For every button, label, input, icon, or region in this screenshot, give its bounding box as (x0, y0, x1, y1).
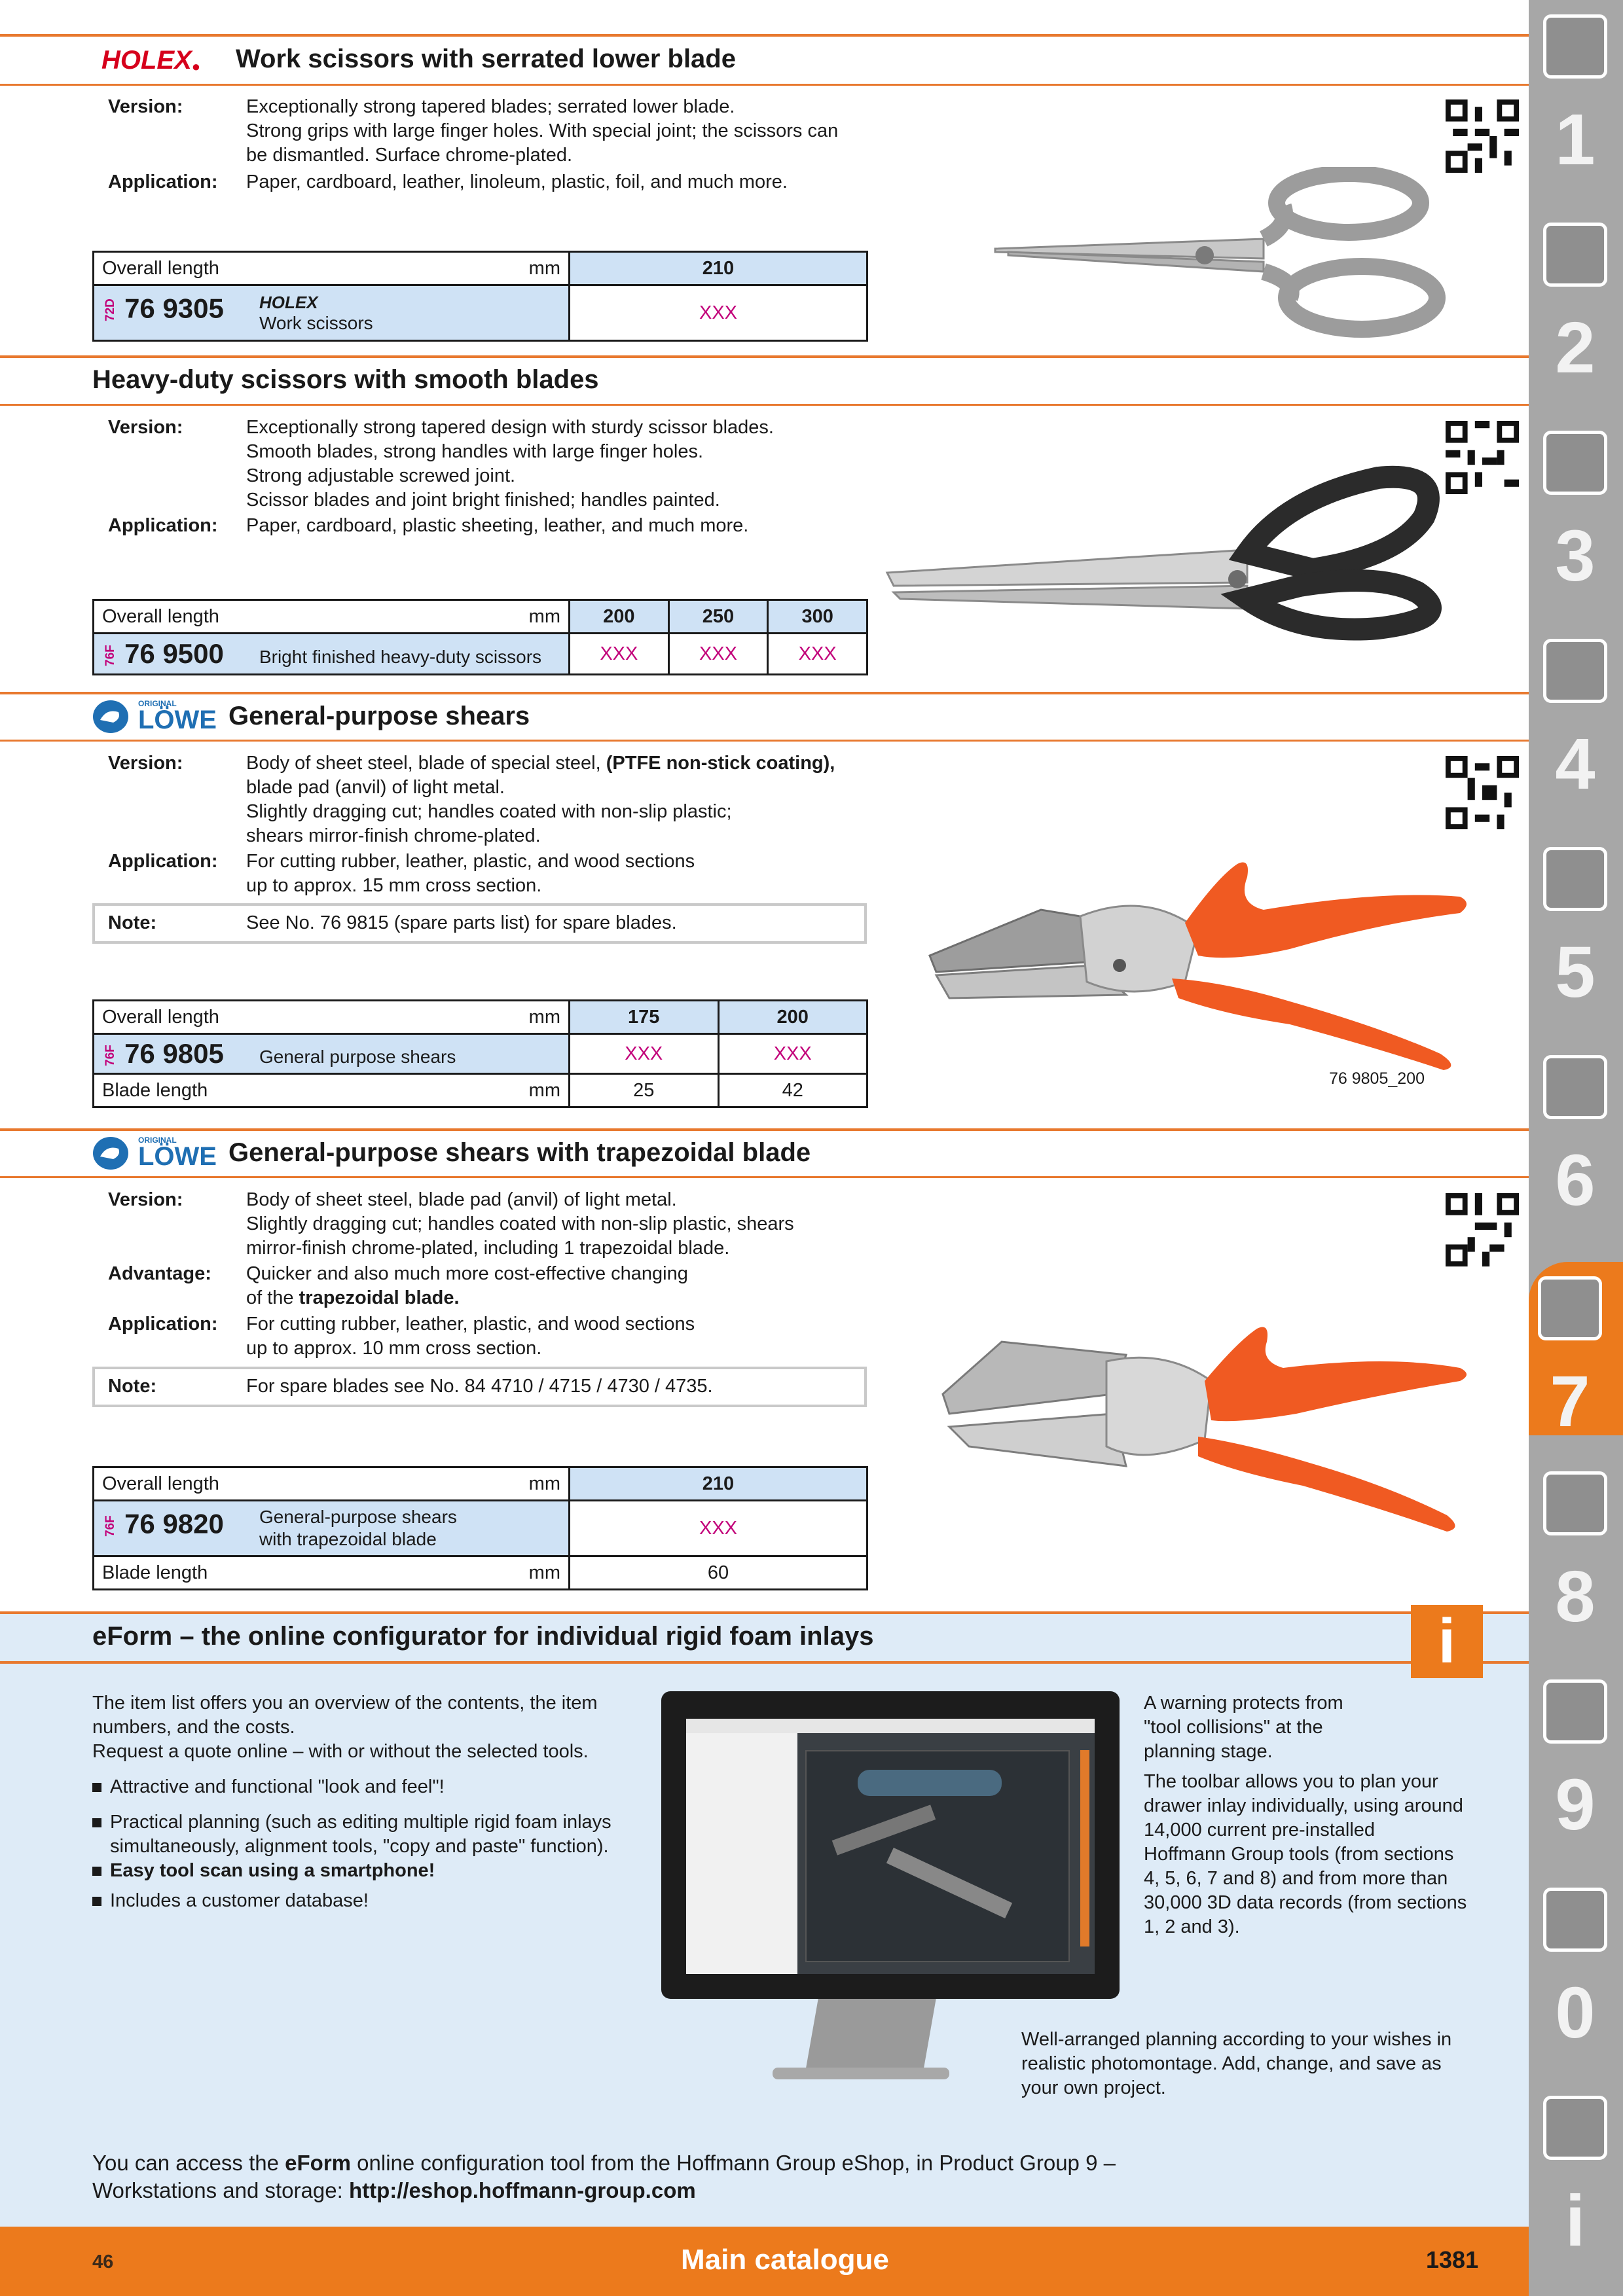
info-title: eForm – the online configurator for individual rigid foam inlays (92, 1622, 874, 1651)
info-icon (1543, 2096, 1607, 2160)
sidebar-tab-number: 1 (1555, 99, 1596, 180)
version-line: be dismantled. Surface chrome-plated. (246, 145, 573, 166)
title-underline (0, 1176, 1529, 1178)
right-text-line: Hoffmann Group tools (from sections (1144, 1844, 1454, 1865)
note-label: Note: (108, 912, 157, 933)
table-row: 72D 76 9305 HOLEX Work scissors XXX (94, 285, 867, 341)
intro-line: Request a quote online – with or without the selected tools. (92, 1741, 589, 1762)
price-cell: XXX (570, 285, 867, 341)
caption-line: realistic photomontage. Add, change, and save as (1021, 2053, 1442, 2074)
table-row: Overall length mm 210 (94, 1467, 867, 1501)
title-underline (0, 740, 1529, 742)
note-box (92, 1367, 867, 1407)
version-line: Strong grips with large finger holes. With special joint; the scissors can (246, 120, 839, 141)
work-scissors-image (982, 167, 1480, 344)
sidebar-tab-number: 9 (1555, 1765, 1596, 1845)
sidebar-tab-4[interactable] (1534, 624, 1616, 821)
table-row: Overall length mm 200 250 300 (94, 600, 867, 634)
application-label: Application: (108, 171, 218, 192)
caption-line: your own project. (1021, 2077, 1166, 2098)
cabinet-icon (1543, 1679, 1607, 1744)
article-number: 76 9305 (124, 293, 224, 324)
sidebar-tab-6[interactable] (1534, 1041, 1616, 1237)
spec-table (92, 599, 868, 675)
section-divider (0, 355, 1529, 358)
sidebar-tab-8[interactable] (1534, 1457, 1616, 1653)
general-purpose-shears-image (923, 851, 1506, 1086)
version-line: Body of sheet steel, blade pad (anvil) of light metal. (246, 1189, 677, 1210)
article-number: 76 9820 (124, 1508, 224, 1539)
bullet-item: Easy tool scan using a smartphone! (110, 1860, 435, 1881)
advantage-label: Advantage: (108, 1263, 211, 1284)
sidebar-tab-0[interactable] (1534, 1873, 1616, 2070)
sidebar-tab-number: 3 (1555, 516, 1596, 596)
table-row: Blade length mm 60 (94, 1556, 867, 1590)
bullet-icon (92, 1897, 101, 1906)
sidebar-tab-number: 7 (1550, 1361, 1590, 1442)
sidebar-tab-number: 8 (1555, 1556, 1596, 1637)
table-row: Overall length mm 175 200 (94, 1001, 867, 1034)
application-line: For cutting rubber, leather, plastic, and wood sections (246, 1314, 695, 1335)
section-title: Heavy-duty scissors with smooth blades (92, 365, 599, 394)
section-title: Work scissors with serrated lower blade (236, 45, 736, 73)
version-label: Version: (108, 96, 183, 117)
pliers-icon (1538, 1276, 1602, 1340)
application-line: Paper, cardboard, leather, linoleum, plastic, foil, and much more. (246, 171, 788, 192)
sidebar-tab-number: 4 (1555, 724, 1596, 804)
application-label: Application: (108, 851, 218, 872)
right-text-line: 14,000 current pre-installed (1144, 1820, 1376, 1840)
drill-icon (1543, 14, 1607, 79)
table-row: 76F 76 9805 General purpose shears XXX XXX (94, 1034, 867, 1074)
right-text-line: A warning protects from (1144, 1693, 1343, 1713)
note-label: Note: (108, 1376, 157, 1397)
version-label: Version: (108, 1189, 183, 1210)
sidebar-tab-number: 0 (1555, 1973, 1596, 2053)
section-divider (0, 34, 1529, 37)
right-text-line: "tool collisions" at the (1144, 1717, 1323, 1738)
bullet-item: simultaneously, alignment tools, "copy and paste" function). (110, 1836, 609, 1857)
version-label: Version: (108, 753, 183, 774)
application-label: Application: (108, 1314, 218, 1335)
access-line: You can access the eForm online configuration tool from the Hoffmann Group eShop, in Product Group 9 – (92, 2151, 1116, 2175)
spec-table (92, 1466, 868, 1590)
version-label: Version: (108, 417, 183, 438)
version-line: Body of sheet steel, blade of special steel, (PTFE non-stick coating), (246, 753, 835, 774)
loewe-logo: ORIGINAL LÖWE (92, 699, 223, 734)
table-row: 76F 76 9500 Bright finished heavy-duty scissors XXX XXX XXX (94, 634, 867, 675)
right-text-line: The toolbar allows you to plan your (1144, 1771, 1438, 1792)
price-cell: XXX (570, 1034, 719, 1074)
sidebar-tab-2[interactable] (1534, 208, 1616, 404)
advantage-line: Quicker and also much more cost-effective changing (246, 1263, 688, 1284)
article-number: 76 9805 (124, 1038, 224, 1069)
sidebar-tab-i[interactable] (1534, 2081, 1616, 2278)
version-line: Slightly dragging cut; handles coated with non-slip plastic; (246, 801, 732, 822)
section-divider (0, 692, 1529, 694)
section-title: General-purpose shears with trapezoidal blade (228, 1138, 811, 1167)
version-line: Scissor blades and joint bright finished; handles painted. (246, 490, 720, 511)
bullet-item: Practical planning (such as editing multiple rigid foam inlays (110, 1812, 611, 1833)
bullet-icon (92, 1783, 101, 1792)
lion-icon (92, 699, 129, 734)
page-number-left: 46 (92, 2251, 114, 2272)
title-underline (0, 404, 1529, 406)
page-number-right: 1381 (1426, 2246, 1479, 2273)
info-icon: i (1411, 1605, 1483, 1678)
application-line: up to approx. 15 mm cross section. (246, 875, 542, 896)
caption-line: Well-arranged planning according to your wishes in (1021, 2029, 1452, 2050)
version-line: blade pad (anvil) of light metal. (246, 777, 505, 798)
application-line: For cutting rubber, leather, plastic, and wood sections (246, 851, 695, 872)
right-text-line: planning stage. (1144, 1741, 1273, 1762)
price-cell: XXX (768, 634, 867, 675)
version-line: Strong adjustable screwed joint. (246, 465, 516, 486)
version-line: shears mirror-finish chrome-plated. (246, 825, 541, 846)
right-text-line: 1, 2 and 3). (1144, 1916, 1240, 1937)
intro-line: The item list offers you an overview of the contents, the item (92, 1693, 598, 1713)
safety-glasses-icon (1543, 1888, 1607, 1952)
lion-icon (92, 1136, 129, 1171)
right-text-line: 30,000 3D data records (from sections (1144, 1892, 1467, 1913)
application-line: up to approx. 10 mm cross section. (246, 1338, 542, 1359)
application-line: Paper, cardboard, plastic sheeting, leather, and much more. (246, 515, 749, 536)
eshop-link[interactable]: http://eshop.hoffmann-group.com (348, 2178, 696, 2202)
qr-code (1446, 1193, 1519, 1266)
right-text-line: 4, 5, 6, 7 and 8) and from more than (1144, 1868, 1448, 1889)
section-title: General-purpose shears (228, 702, 530, 730)
bullet-icon (92, 1867, 101, 1876)
info-section (0, 1606, 1529, 2230)
version-line: Slightly dragging cut; handles coated with non-slip plastic, shears (246, 1213, 794, 1234)
loewe-logo: ORIGINAL LÖWE (92, 1136, 223, 1171)
access-line: Workstations and storage: http://eshop.hoffmann-group.com (92, 2178, 696, 2202)
price-cell: XXX (570, 1501, 867, 1556)
price-cell: XXX (718, 1034, 867, 1074)
article-number: 76 9500 (124, 638, 224, 669)
sidebar-tab-number: i (1565, 2181, 1586, 2261)
sidebar-tab-5[interactable] (1534, 833, 1616, 1029)
grinding-disc-icon (1543, 847, 1607, 911)
sidebar-tab-number: 5 (1555, 932, 1596, 1013)
page-footer (0, 2227, 1529, 2296)
workshop-icon (1543, 1471, 1607, 1535)
sidebar-tab-number: 6 (1555, 1140, 1596, 1221)
note-text: See No. 76 9815 (spare parts list) for spare blades. (246, 912, 677, 933)
spec-table (92, 251, 868, 342)
version-line: Exceptionally strong tapered blades; serrated lower blade. (246, 96, 735, 117)
insert-icon (1543, 223, 1607, 287)
table-row: 76F 76 9820 General-purpose shears with trapezoidal blade XXX (94, 1501, 867, 1556)
sidebar-tab-number: 2 (1555, 308, 1596, 388)
footer-title: Main catalogue (681, 2244, 889, 2276)
heavy-duty-scissors-image (881, 452, 1483, 661)
note-text: For spare blades see No. 84 4710 / 4715 / 4730 / 4735. (246, 1376, 713, 1397)
price-cell: XXX (668, 634, 768, 675)
price-cell: XXX (570, 634, 669, 675)
version-line: Exceptionally strong tapered design with sturdy scissor blades. (246, 417, 774, 438)
qr-code (1446, 99, 1519, 173)
bullet-icon (92, 1818, 101, 1827)
sidebar-tab-7[interactable] (1529, 1262, 1623, 1442)
bullet-item: Attractive and functional "look and feel"! (110, 1776, 445, 1797)
sidebar-tab-3[interactable] (1534, 416, 1616, 613)
advantage-line: of the trapezoidal blade. (246, 1287, 460, 1308)
right-text-line: drawer inlay individually, using around (1144, 1795, 1463, 1816)
version-line: mirror-finish chrome-plated, including 1 trapezoidal blade. (246, 1238, 730, 1259)
qr-code (1446, 756, 1519, 829)
table-row: Overall length mm 210 (94, 252, 867, 285)
toolholder-icon (1543, 431, 1607, 495)
qr-code (1446, 421, 1519, 494)
version-line: Smooth blades, strong handles with large finger holes. (246, 441, 704, 462)
image-caption: 76 9805_200 (1329, 1069, 1425, 1088)
wrench-icon (1543, 1055, 1607, 1119)
trapezoidal-shears-image (930, 1316, 1506, 1545)
bullet-item: Includes a customer database! (110, 1890, 369, 1911)
application-label: Application: (108, 515, 218, 536)
holex-logo: HOLEX● (101, 46, 201, 75)
sidebar-tab-9[interactable] (1534, 1665, 1616, 1861)
spec-table (92, 999, 868, 1108)
table-row: Blade length mm 25 42 (94, 1074, 867, 1107)
intro-line: numbers, and the costs. (92, 1717, 295, 1738)
sidebar-tab-1[interactable] (1534, 0, 1616, 196)
title-underline (0, 84, 1529, 86)
section-divider (0, 1128, 1529, 1131)
caliper-icon (1543, 639, 1607, 703)
note-box (92, 903, 867, 944)
